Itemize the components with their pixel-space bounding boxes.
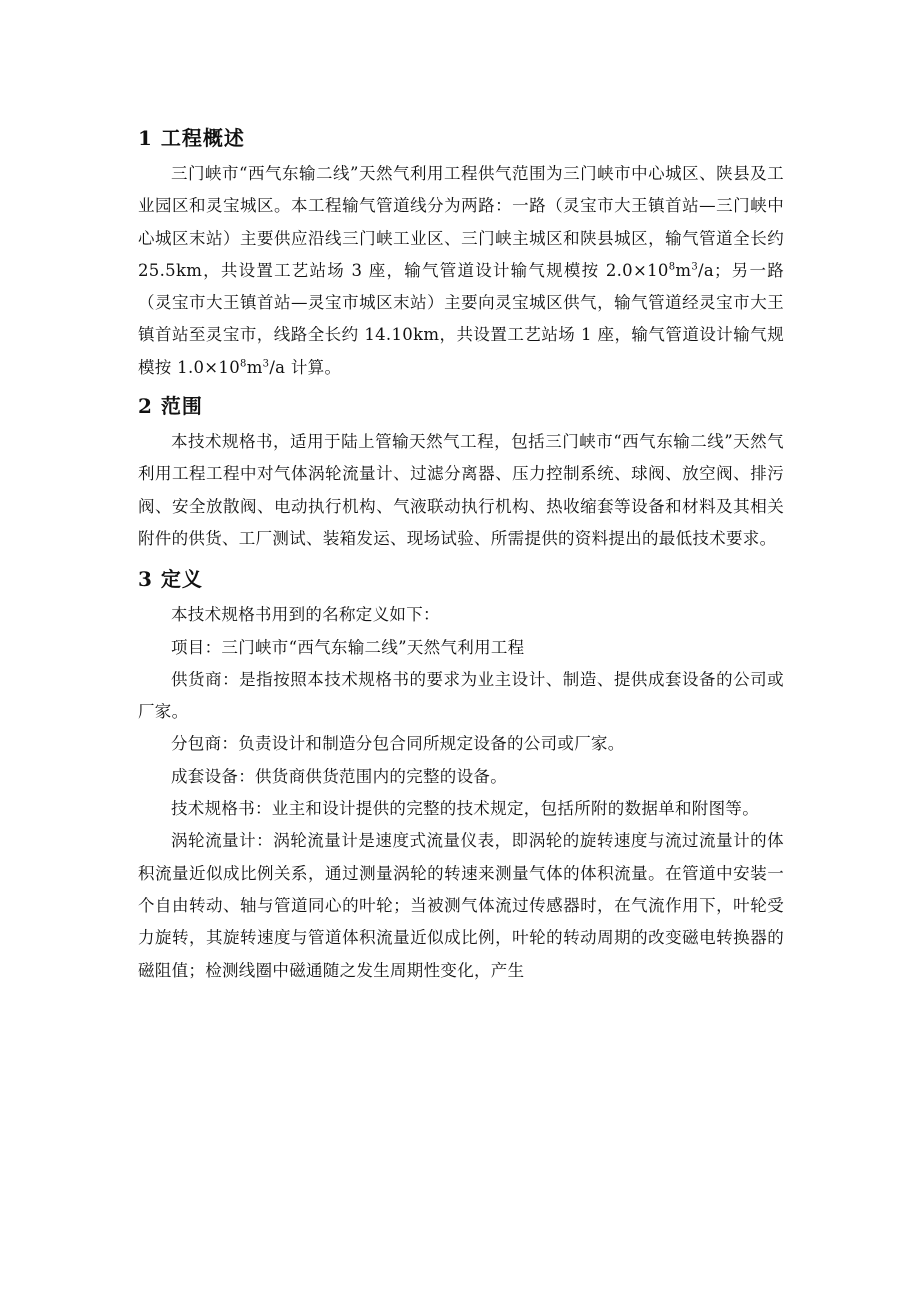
section-heading-scope: 2 范围 — [138, 394, 203, 419]
unit-text: m — [246, 357, 263, 377]
section-heading-overview: 1 工程概述 — [138, 126, 245, 150]
exponent: 3 — [691, 261, 698, 273]
exponent: 8 — [668, 261, 676, 273]
document-body — [138, 118, 784, 987]
scope-paragraph: 本技术规格书，适用于陆上管输天然气工程，包括三门峡市“西气东输二线”天然气利用工程工程中对气体涡轮流量计、过滤分离器、压力控制系统、球阀、放空阀、排污阀、安全放散阀、电动执行机构、气液联动执行机构、热收缩套等设备和材料及其相关附件的供货、工厂测试、装箱发运、现场试验、所需提供的资料提出的最低技术要求。 — [138, 432, 784, 548]
definition-subcontractor: 分包商：负责设计和制造分包合同所规定设备的公司或厂家。 — [171, 734, 625, 754]
unit-text: m — [675, 260, 692, 280]
definition-equipment: 成套设备：供货商供货范围内的完整的设备。 — [171, 766, 507, 786]
definition-supplier: 供货商：是指按照本技术规格书的要求为业主设计、制造、提供成套设备的公司或厂家。 — [138, 669, 784, 722]
overview-text-a: 三门峡市“西气东输二线”天然气利用工程供气范围为三门峡市中心城区、陕县及工业园区和灵宝城区。本工程输气管道线分为两路：一路（灵宝市大王镇首站—三门峡中心城区末站）主要供应沿线三门峡工业区、三门峡主城区和陕县城区，输气管道全长约 25.5km，共设置工艺站场 3 座，输气管道设计输气规模按 2.0×10 — [138, 164, 784, 280]
exponent: 8 — [240, 358, 247, 370]
definition-project: 项目：三门峡市“西气东输二线”天然气利用工程 — [171, 637, 525, 657]
section-heading-definitions: 3 定义 — [138, 567, 203, 592]
overview-text-e: /a 计算。 — [269, 357, 342, 377]
definition-spec: 技术规格书：业主和设计提供的完整的技术规定，包括所附的数据单和附图等。 — [171, 799, 759, 819]
definitions-intro: 本技术规格书用到的名称定义如下： — [171, 605, 440, 625]
definition-turbine-meter: 涡轮流量计：涡轮流量计是速度式流量仪表，即涡轮的旋转速度与流过流量计的体积流量近似成比例关系，通过测量涡轮的转速来测量气体的体积流量。在管道中安装一个自由转动、轴与管道同心的叶轮；当被测气体流过传感器时，在气流作用下，叶轮受力旋转，其旋转速度与管道体积流量近似成比例，叶轮的转动周期的改变磁电转换器的磁阻值；检测线圈中磁通随之发生周期性变化，产生 — [138, 831, 784, 980]
overview-paragraph — [138, 158, 784, 384]
overview-text-c: /a；另一路（灵宝市大王镇首站—灵宝市城区末站）主要向灵宝城区供气，输气管道经灵宝市大王镇首站至灵宝市，线路全长约 14.10km，共设置工艺站场 1 座，输气管道设计输气规模按 1.0×10 — [138, 260, 784, 377]
exponent: 3 — [262, 358, 270, 370]
